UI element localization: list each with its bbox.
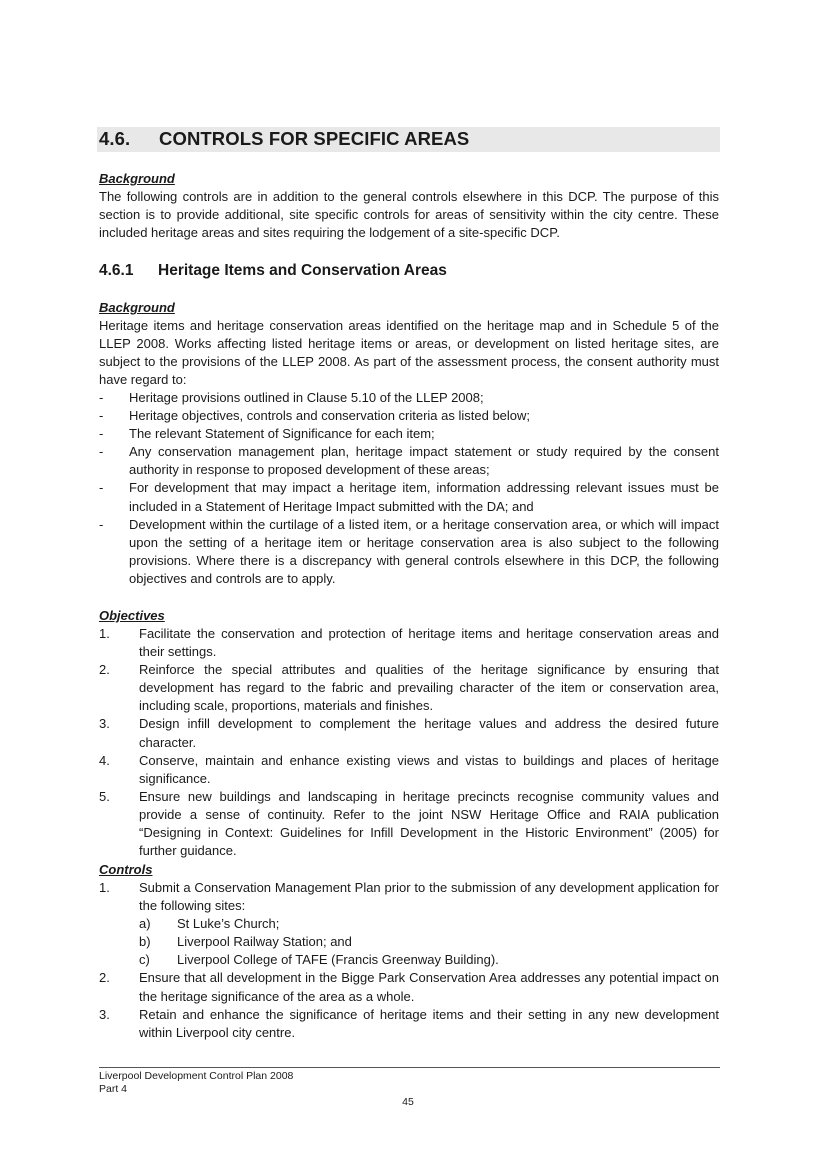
- list-item-text: Facilitate the conservation and protection of heritage items and heritage conservation areas and their settings.: [139, 626, 719, 660]
- list-marker: -: [99, 408, 104, 424]
- list-item-text: The relevant Statement of Significance for each item;: [129, 426, 435, 442]
- section-heading: [99, 128, 469, 150]
- subsection-number: 4.6.1: [99, 262, 134, 279]
- objectives-list: [99, 625, 719, 860]
- list-item-text: Design infill development to complement the heritage values and address the desired future character.: [139, 716, 719, 750]
- list-item: [99, 389, 719, 407]
- regard-list: [99, 389, 719, 588]
- background-heading: Background: [99, 171, 175, 186]
- list-item-text: Ensure that all development in the Bigge Park Conservation Area addresses any potential impact on the heritage significance of the area as a whole.: [139, 970, 719, 1004]
- list-item: [99, 516, 719, 588]
- section-title: CONTROLS FOR SPECIFIC AREAS: [159, 128, 470, 149]
- sites-list: [139, 915, 719, 969]
- controls-heading: Controls: [99, 862, 153, 877]
- list-item-text: Development within the curtilage of a listed item, or a heritage conservation area, or which will impact upon the setting of a heritage item or heritage conservation area is also subject to the following provisions. Where there is a discrepancy with general controls elsewhere in this DCP, the following objectives and controls are to apply.: [129, 516, 719, 586]
- list-item: [99, 969, 719, 1005]
- list-marker: 3.: [99, 1006, 110, 1022]
- heritage-background-heading: Background: [99, 300, 175, 315]
- list-item-text: Any conservation management plan, heritage impact statement or study required by the consent authority in response to proposed development of these areas;: [129, 444, 719, 478]
- list-item: [99, 752, 719, 788]
- list-marker: -: [99, 390, 104, 405]
- objectives-heading: Objectives: [99, 608, 165, 623]
- list-marker: -: [99, 480, 104, 496]
- list-item-text: Conserve, maintain and enhance existing views and vistas to buildings and places of heritage significance.: [139, 752, 719, 786]
- list-item-text: Heritage objectives, controls and conservation criteria as listed below;: [129, 408, 531, 424]
- background-paragraph: The following controls are in addition to the general controls elsewhere in this DCP. The purpose of this section is to provide additional, site specific controls for areas of sensitivity within the city centre. These included heritage areas and sites requiring the lodgement of a site-specific DCP.: [99, 189, 719, 241]
- subsection-heading: [99, 262, 447, 280]
- list-marker: 3.: [99, 716, 110, 732]
- list-item: [99, 715, 719, 751]
- list-item: [139, 915, 719, 933]
- list-marker: 5.: [99, 788, 110, 804]
- list-marker: -: [99, 516, 104, 532]
- list-item: [139, 933, 719, 951]
- subsection-title: Heritage Items and Conservation Areas: [158, 262, 447, 279]
- section-number: 4.6.: [99, 128, 131, 149]
- footer: [99, 1070, 293, 1096]
- controls-list: [99, 879, 719, 1042]
- list-item-text: Heritage provisions outlined in Clause 5.10 of the LLEP 2008;: [129, 390, 484, 405]
- list-marker: 2.: [99, 970, 110, 986]
- list-item-text: Retain and enhance the significance of heritage items and their setting in any new development within Liverpool city centre.: [139, 1006, 719, 1040]
- list-item-text: Liverpool Railway Station; and: [177, 934, 352, 950]
- list-item: [99, 407, 719, 425]
- list-item-text: For development that may impact a heritage item, information addressing relevant issues must be included in a Statement of Heritage Impact submitted with the DA; and: [129, 480, 719, 514]
- list-item: [99, 479, 719, 515]
- list-item: [99, 661, 719, 715]
- list-marker: b): [139, 934, 151, 950]
- list-item-text: Ensure new buildings and landscaping in heritage precincts recognise community values and provide a sense of continuity. Refer to the joint NSW Heritage Office and RAIA publication “Designing in Context: Guidelines for Infill Development in the Historic Environment” (2005) for further guidance.: [139, 788, 719, 859]
- list-item: [99, 443, 719, 479]
- footer-part: Part 4: [99, 1083, 128, 1095]
- list-item-text: Submit a Conservation Management Plan prior to the submission of any development application for the following sites:: [139, 880, 719, 914]
- list-marker: -: [99, 444, 104, 460]
- list-marker: 4.: [99, 752, 110, 768]
- list-marker: 1.: [99, 626, 110, 641]
- page-number: 45: [402, 1096, 414, 1108]
- list-marker: 2.: [99, 662, 110, 678]
- list-marker: -: [99, 426, 104, 442]
- footer-divider: [99, 1067, 720, 1068]
- list-item-text: Reinforce the special attributes and qualities of the heritage significance by ensuring that development has regard to the fabric and prevailing character of the item or conservation area, including scale, proportions, materials and finishes.: [139, 662, 719, 714]
- list-item: [99, 1006, 719, 1042]
- list-marker: 1.: [99, 880, 110, 895]
- footer-title: Liverpool Development Control Plan 2008: [99, 1070, 294, 1082]
- list-item: [99, 425, 719, 443]
- list-item: [139, 951, 719, 969]
- heritage-background-paragraph: Heritage items and heritage conservation areas identified on the heritage map and in Schedule 5 of the LLEP 2008. Works affecting listed heritage items or areas, or development on listed heritage sites, are subject to the provisions of the LLEP 2008. As part of the assessment process, the consent authority must have regard to:: [99, 318, 719, 388]
- list-item-text: Liverpool College of TAFE (Francis Greenway Building).: [177, 952, 499, 968]
- list-marker: c): [139, 952, 150, 968]
- list-item: [99, 625, 719, 661]
- list-item: [99, 879, 719, 969]
- list-item-text: St Luke’s Church;: [177, 916, 280, 932]
- list-marker: a): [139, 916, 151, 932]
- list-item: [99, 788, 719, 860]
